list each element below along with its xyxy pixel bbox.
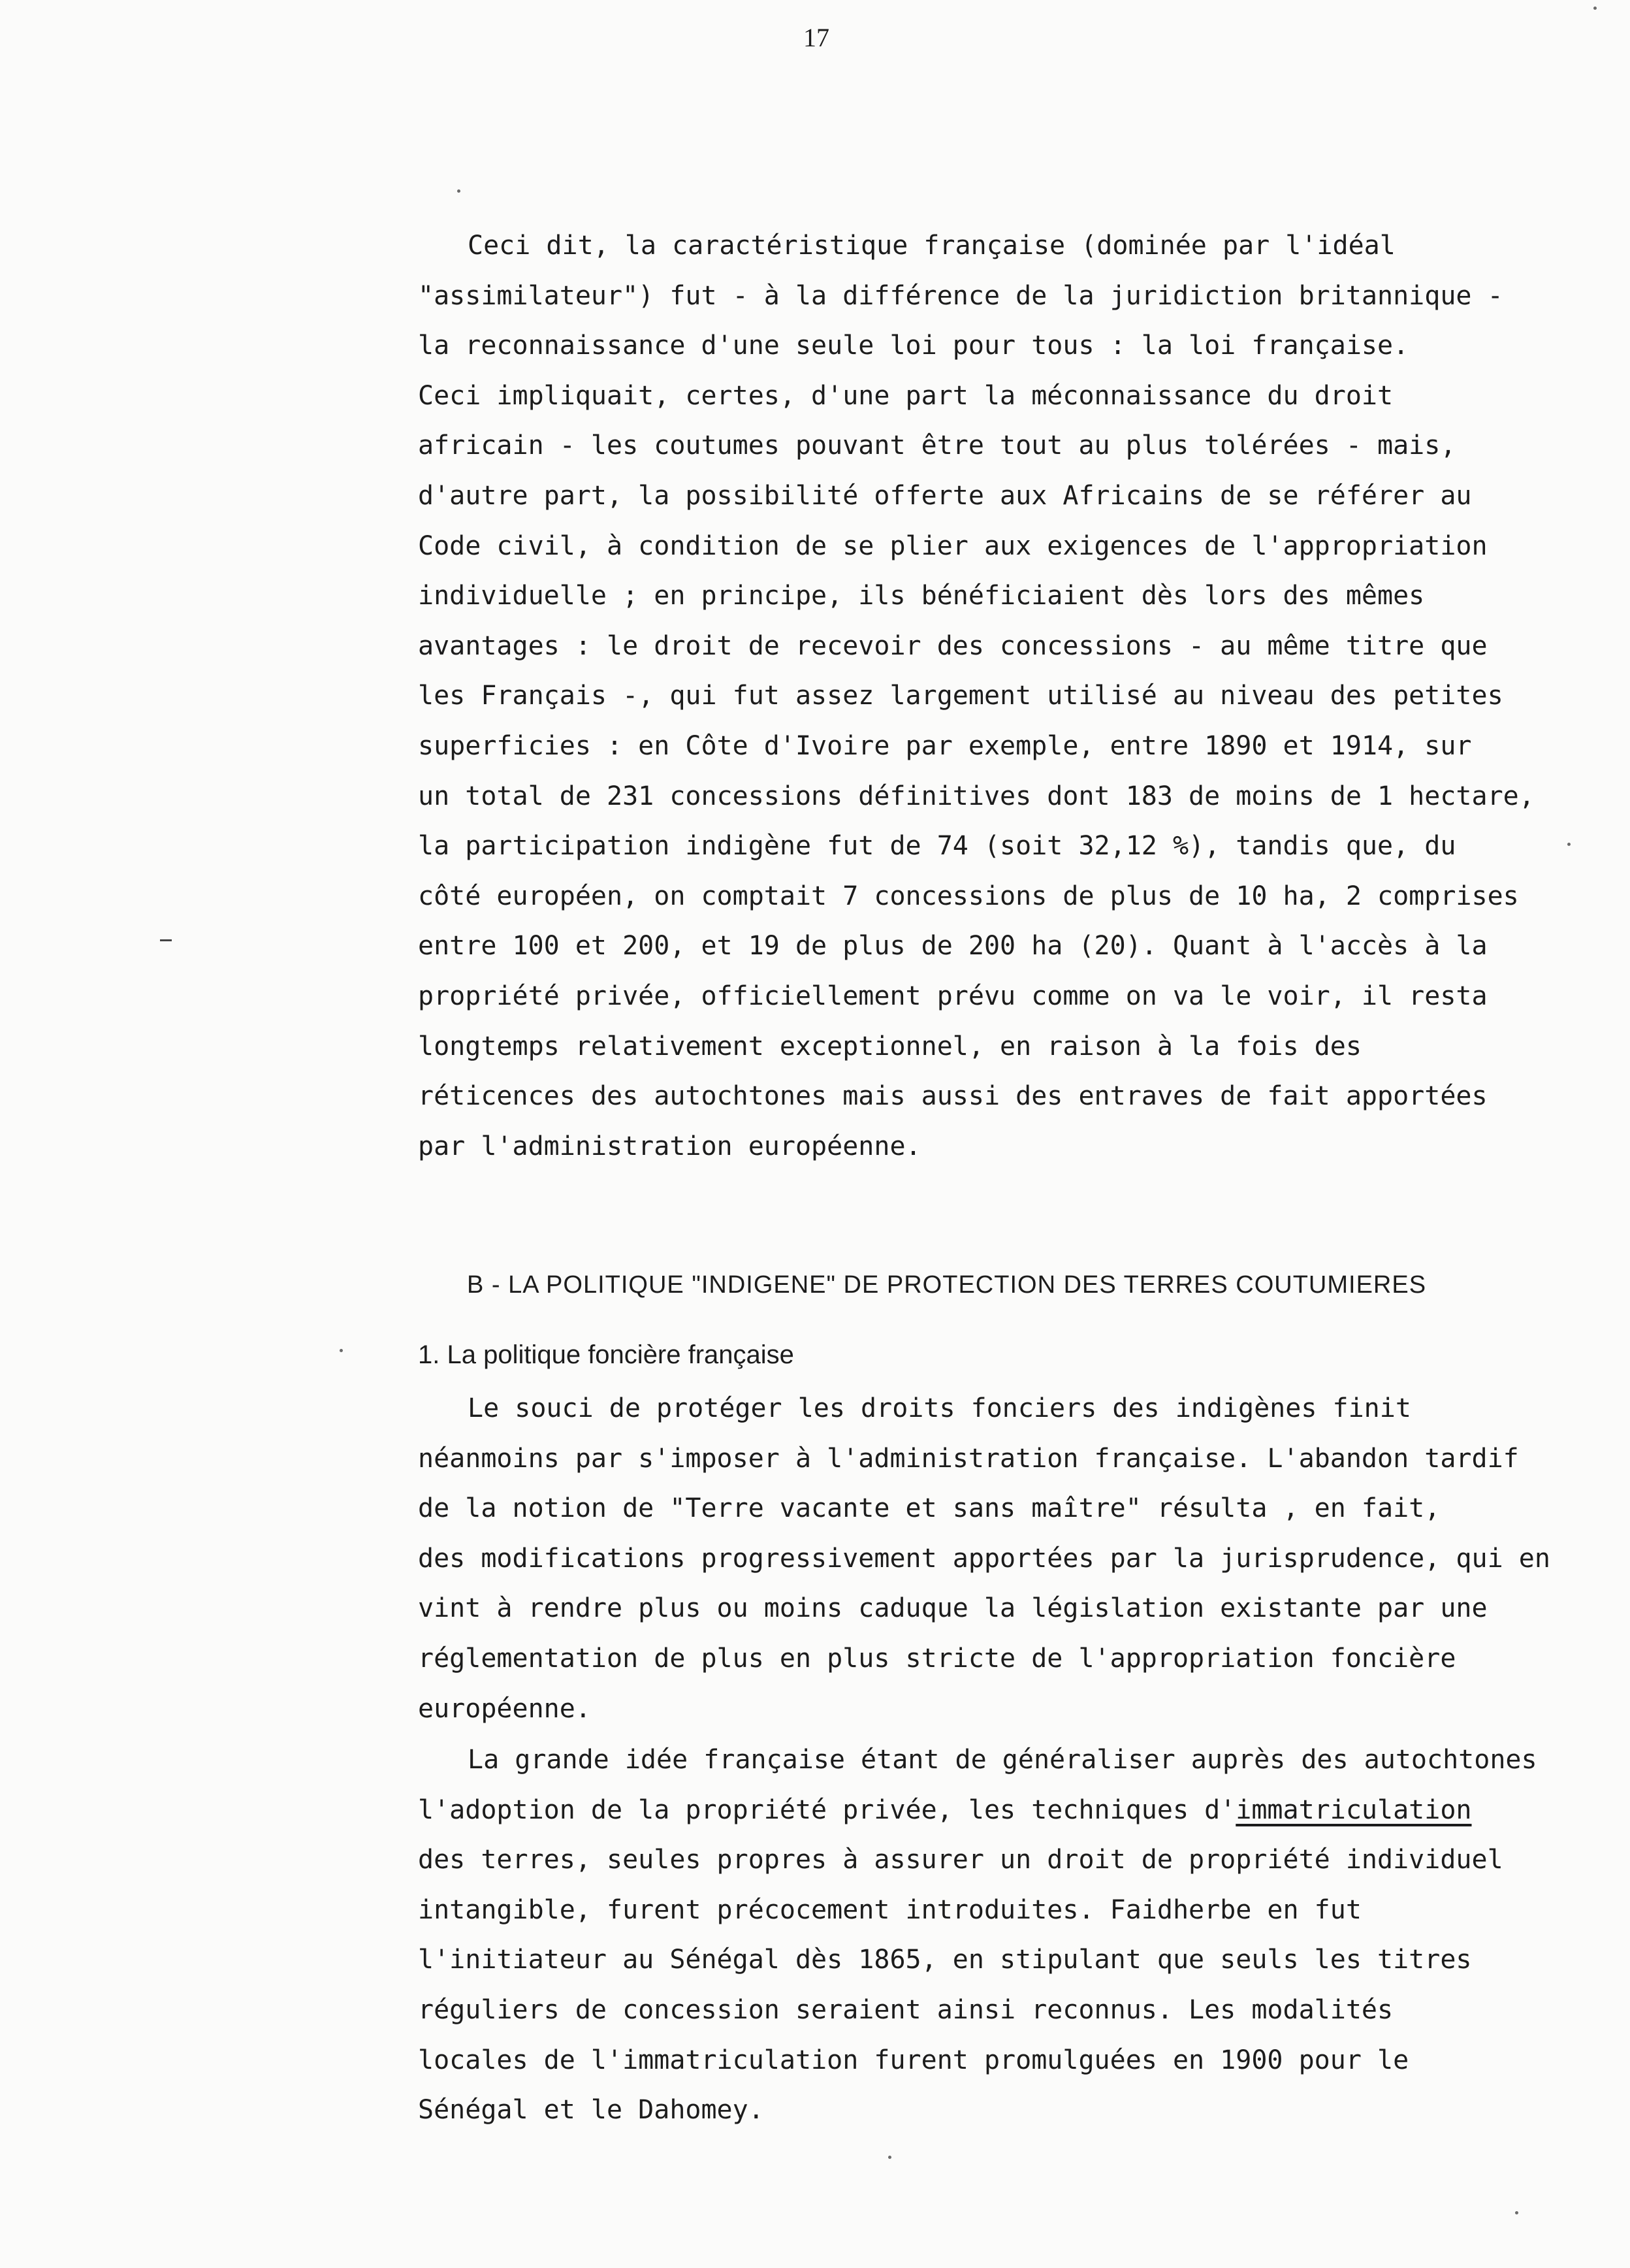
text-span: l'adoption de la propriété privée, les techniques d' bbox=[418, 1794, 1236, 1825]
text-line: d'autre part, la possibilité offerte aux Africains de se référer au bbox=[418, 480, 1472, 511]
text-line: La grande idée française étant de généraliser auprès des autochtones bbox=[468, 1745, 1537, 1775]
underlined-term: immatriculation bbox=[1236, 1794, 1472, 1825]
text-line: l'initiateur au Sénégal dès 1865, en stipulant que seuls les titres bbox=[418, 1945, 1472, 1975]
text-line: individuelle ; en principe, ils bénéficiaient dès lors des mêmes bbox=[418, 581, 1425, 611]
page-number: 17 bbox=[803, 23, 829, 52]
text-line: un total de 231 concessions définitives dont 183 de moins de 1 hectare, bbox=[418, 781, 1535, 811]
text-line: locales de l'immatriculation furent promulguées en 1900 pour le bbox=[418, 2045, 1409, 2075]
text-line: entre 100 et 200, et 19 de plus de 200 ha (20). Quant à l'accès à la bbox=[418, 931, 1488, 962]
text-line: de la notion de "Terre vacante et sans maître" résulta , en fait, bbox=[418, 1493, 1441, 1524]
text-line: réguliers de concession seraient ainsi reconnus. Les modalités bbox=[418, 1994, 1394, 2025]
text-line: vint à rendre plus ou moins caduque la législation existante par une bbox=[418, 1593, 1488, 1624]
text-line: longtemps relativement exceptionnel, en raison à la fois des bbox=[418, 1031, 1362, 1061]
text-line: avantages : le droit de recevoir des concessions - au même titre que bbox=[418, 630, 1488, 661]
subsection-heading: 1. La politique foncière française bbox=[418, 1340, 794, 1369]
text-line: Sénégal et le Dahomey. bbox=[418, 2095, 764, 2126]
paragraph-2 bbox=[418, 1384, 1593, 1734]
text-line: propriété privée, officiellement prévu comme on va le voir, il resta bbox=[418, 980, 1488, 1011]
scan-speck bbox=[1593, 7, 1597, 10]
text-line: néanmoins par s'imposer à l'administration française. L'abandon tardif bbox=[418, 1443, 1519, 1474]
text-line: des modifications progressivement apportées par la jurisprudence, qui en bbox=[418, 1543, 1550, 1574]
text-line: Le souci de protéger les droits fonciers des indigènes finit bbox=[468, 1393, 1411, 1423]
text-line: intangible, furent précocement introduites. Faidherbe en fut bbox=[418, 1894, 1362, 1925]
text-line: Ceci impliquait, certes, d'une part la méconnaissance du droit bbox=[418, 380, 1394, 411]
text-line: Code civil, à condition de se plier aux exigences de l'appropriation bbox=[418, 530, 1488, 561]
text-line: européenne. bbox=[418, 1693, 591, 1724]
text-line: par l'administration européenne. bbox=[418, 1131, 921, 1161]
scan-speck bbox=[1567, 843, 1571, 846]
scan-speck bbox=[457, 189, 460, 193]
text-line: la participation indigène fut de 74 (soit 32,12 %), tandis que, du bbox=[418, 831, 1456, 862]
text-line: la reconnaissance d'une seule loi pour tous : la loi française. bbox=[418, 331, 1409, 361]
scan-mark bbox=[160, 939, 172, 941]
text-line bbox=[418, 1785, 1593, 1836]
text-line: "assimilateur") fut - à la différence de la juridiction britannique - bbox=[418, 280, 1503, 311]
text-line: réglementation de plus en plus stricte de l'appropriation foncière bbox=[418, 1643, 1456, 1674]
text-line: superficies : en Côte d'Ivoire par exemple, entre 1890 et 1914, sur bbox=[418, 730, 1472, 761]
text-line: les Français -, qui fut assez largement utilisé au niveau des petites bbox=[418, 681, 1503, 711]
text-line: africain - les coutumes pouvant être tout au plus tolérées - mais, bbox=[418, 430, 1456, 461]
paragraph-3 bbox=[418, 1735, 1593, 2135]
scan-speck bbox=[1515, 2211, 1518, 2214]
scan-speck bbox=[888, 2156, 891, 2159]
section-heading: B - LA POLITIQUE "INDIGENE" DE PROTECTION DES TERRES COUTUMIERES bbox=[467, 1271, 1427, 1299]
text-line: réticences des autochtones mais aussi des entraves de fait apportées bbox=[418, 1081, 1488, 1112]
text-line: Ceci dit, la caractéristique française (dominée par l'idéal bbox=[468, 231, 1396, 261]
text-line: des terres, seules propres à assurer un droit de propriété individuel bbox=[418, 1845, 1503, 1875]
text-line: côté européen, on comptait 7 concessions de plus de 10 ha, 2 comprises bbox=[418, 881, 1519, 911]
paragraph-1 bbox=[418, 221, 1593, 1171]
scan-speck bbox=[340, 1349, 343, 1352]
